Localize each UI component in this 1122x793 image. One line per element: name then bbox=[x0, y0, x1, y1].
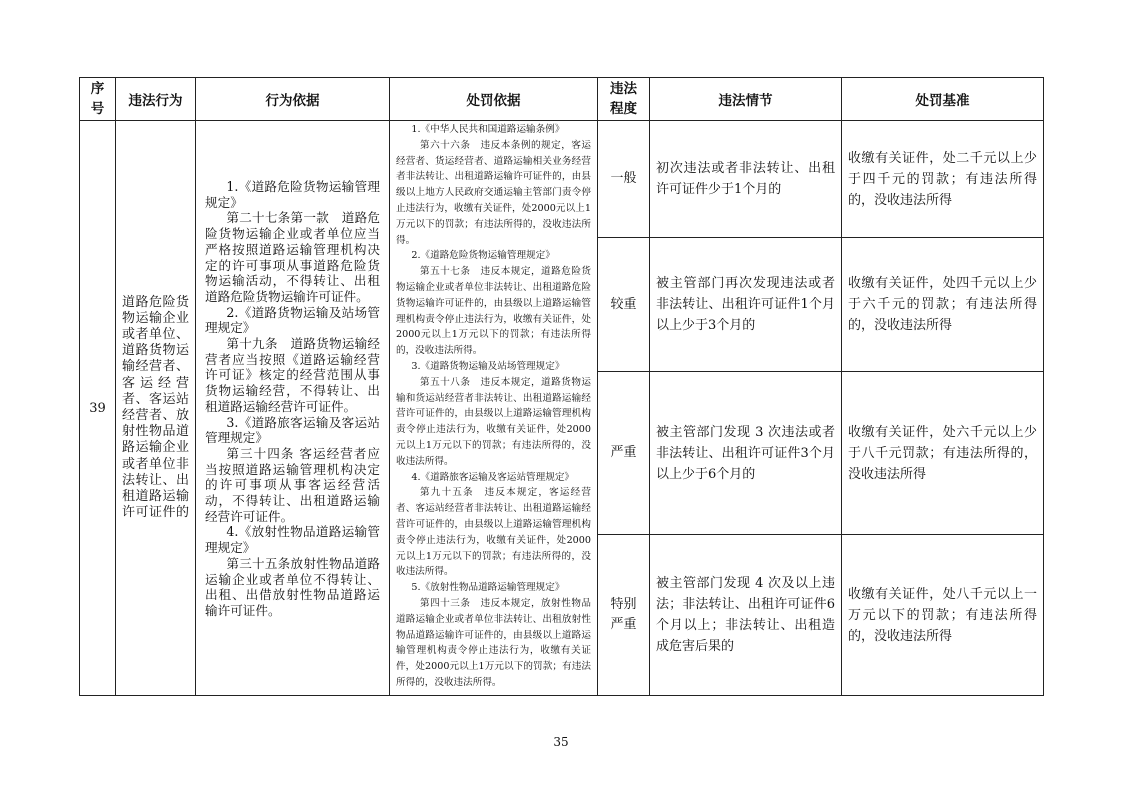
header-circumstance: 违法情节 bbox=[650, 78, 842, 121]
standard-especially-severe: 收缴有关证件，处八千元以上一万元以下的罚款；有违法所得的，没收违法所得 bbox=[842, 535, 1044, 696]
penalty-item-text: 第九十五条 违反本规定，客运经营者、客运站经营者非法转让、出租道路运输经营许可证件的，由县级以上道路运输管理机构责令停止违法行为，收缴有关证件，处2000元以上1万元以下的罚款；有违法所得的，没收违法所得。 bbox=[396, 487, 591, 578]
penalty-item-text: 第四十三条 违反本规定，放射性物品道路运输企业或者单位非法转让、出租放射性物品道路运输许可证件的，由县级以上道路运输管理机构责令停止违法行为，收缴有关证件，处2000元以上1万元以下的罚款；有违法所得的，没收违法所得。 bbox=[396, 597, 591, 688]
basis-item-title: 3.《道路旅客运输及客运站管理规定》 bbox=[205, 414, 380, 446]
basis-item-text: 第三十五条放射性物品道路运输企业或者单位不得转让、出租、出借放射性物品道路运输许可证件。 bbox=[205, 555, 380, 618]
penalty-standard-table bbox=[79, 77, 1044, 696]
penalty-item-text: 第六十六条 违反本条例的规定，客运经营者、货运经营者、道路运输相关业务经营者非法转让、出租道路运输许可证件的，由县级以上地方人民政府交通运输主管部门责令停止违法行为，收缴有关证件，处2000元以上1万元以下的罚款；有违法所得的，没收违法所得。 bbox=[396, 139, 591, 246]
basis-item-text: 第二十七条第一款 道路危险货物运输企业或者单位应当严格按照道路运输管理机构决定的许可事项从事道路危险货物运输活动，不得转让、出租道路危险货物运输许可证件。 bbox=[205, 210, 380, 304]
penalty-item-title: 1.《中华人民共和国道路运输条例》 bbox=[411, 124, 565, 135]
basis-item-title: 1.《道路危险货物运输管理规定》 bbox=[205, 179, 380, 210]
level-general: 一般 bbox=[598, 121, 650, 238]
level-serious: 较重 bbox=[598, 238, 650, 372]
penalty-item-title: 4.《道路旅客运输及客运站管理规定》 bbox=[411, 471, 575, 483]
level-severe: 严重 bbox=[598, 372, 650, 535]
header-no: 序 号 bbox=[80, 78, 116, 121]
penalty-item-text: 第五十七条 违反本规定，道路危险货物运输企业或者单位非法转让、出租道路危险货物运输许可证件的，由县级以上道路运输管理机构责令停止违法行为，收缴有关证件，处2000元以上1万元以下的罚款；有违法所得的，没收违法所得。 bbox=[396, 266, 591, 357]
penalty-item-title: 3.《道路货物运输及站场管理规定》 bbox=[411, 360, 565, 372]
penalty-basis bbox=[390, 121, 598, 696]
header-standard: 处罚基准 bbox=[842, 78, 1044, 121]
legal-basis bbox=[196, 121, 390, 696]
basis-item-title: 2.《道路货物运输及站场管理规定》 bbox=[205, 304, 380, 336]
header-act: 违法行为 bbox=[116, 78, 196, 121]
circumstance-general: 初次违法或者非法转让、出租许可证件少于1个月的 bbox=[650, 121, 842, 238]
standard-general: 收缴有关证件，处二千元以上少于四千元的罚款；有违法所得的，没收违法所得 bbox=[842, 121, 1044, 238]
level-especially-severe: 特别 严重 bbox=[598, 535, 650, 696]
circumstance-especially-severe: 被主管部门发现 4 次及以上违法；非法转让、出租许可证件6个月以上；非法转让、出租造成危害后果的 bbox=[650, 535, 842, 696]
header-row bbox=[80, 78, 1044, 121]
circumstance-severe: 被主管部门发现 3 次违法或者非法转让、出租许可证件3个月以上少于6个月的 bbox=[650, 372, 842, 535]
basis-item-title: 4.《放射性物品道路运输管理规定》 bbox=[205, 524, 380, 556]
penalty-item-text: 第五十八条 违反本规定，道路货物运输和货运站经营者非法转让、出租道路运输经营许可证件的，由县级以上道路运输管理机构责令停止违法行为，收缴有关证件，处2000元以上1万元以下的罚款；有违法所得的，没收违法所得。 bbox=[396, 376, 591, 467]
header-level: 违法 程度 bbox=[598, 78, 650, 121]
table-row bbox=[80, 121, 1044, 238]
header-basis: 行为依据 bbox=[196, 78, 390, 121]
row-number: 39 bbox=[80, 121, 116, 696]
basis-item-text: 第十九条 道路货物运输经营者应当按照《道路运输经营许可证》核定的经营范围从事货物运输经营，不得转让、出租道路运输经营许可证件。 bbox=[205, 336, 380, 414]
standard-serious: 收缴有关证件，处四千元以上少于六千元的罚款；有违法所得的，没收违法所得 bbox=[842, 238, 1044, 372]
standard-severe: 收缴有关证件，处六千元以上少于八千元罚款；有违法所得的，没收违法所得 bbox=[842, 372, 1044, 535]
header-penalty: 处罚依据 bbox=[390, 78, 598, 121]
circumstance-serious: 被主管部门再次发现违法或者非法转让、出租许可证件1个月以上少于3个月的 bbox=[650, 238, 842, 372]
page-number: 35 bbox=[553, 735, 569, 749]
penalty-item-title: 2.《道路危险货物运输管理规定》 bbox=[411, 250, 555, 262]
penalty-item-title: 5.《放射性物品道路运输管理规定》 bbox=[411, 582, 565, 594]
violation-act: 道路危险货物运输企业或者单位、道路货物运输经营者、客运经营者、客运站经营者、放射性物品道路运输企业或者单位非法转让、出租道路运输许可证件的 bbox=[116, 121, 196, 696]
basis-item-text: 第三十四条 客运经营者应当按照道路运输管理机构决定的许可事项从事客运经营活动，不得转让、出租道路运输经营许可证件。 bbox=[205, 445, 380, 524]
